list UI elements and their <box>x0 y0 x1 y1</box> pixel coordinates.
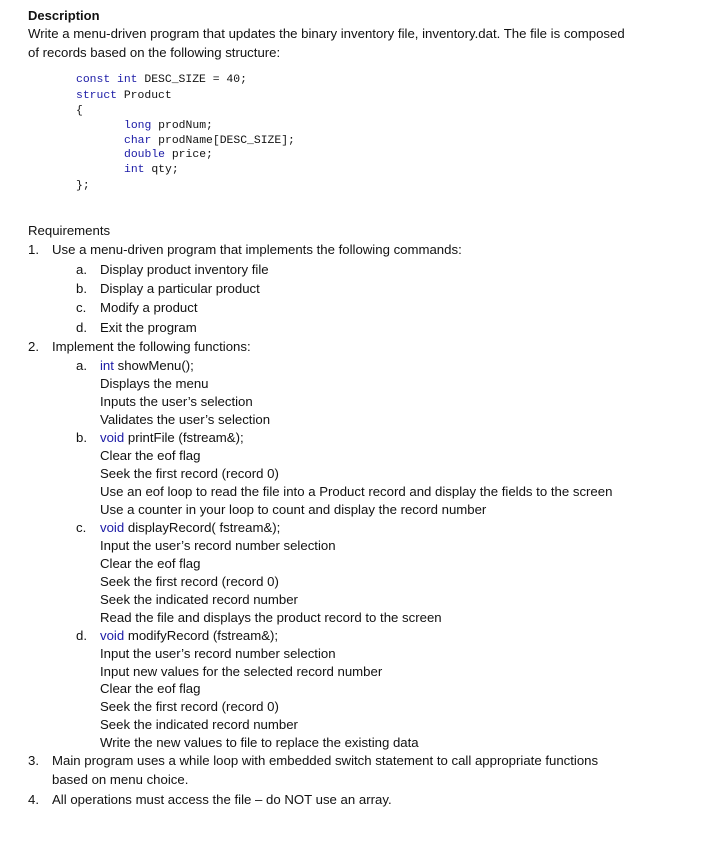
code-text: qty; <box>144 164 179 176</box>
func-keyword: int <box>100 358 114 373</box>
func-d-signature <box>100 628 278 643</box>
func-c-detail: Read the file and displays the product record to the screen <box>100 610 442 625</box>
req-1-item-text: Exit the program <box>100 320 197 335</box>
func-b-letter: b. <box>76 430 87 445</box>
func-sig-text: displayRecord( fstream&); <box>124 520 281 535</box>
func-sig-text: showMenu(); <box>113 358 194 373</box>
req-1-text: Use a menu-driven program that implements the following commands: <box>52 242 462 257</box>
req-1-number: 1. <box>28 242 39 257</box>
code-field-prodnum <box>124 120 213 132</box>
func-d-detail: Seek the indicated record number <box>100 717 298 732</box>
func-a-detail: Inputs the user’s selection <box>100 394 253 409</box>
code-keyword: long <box>124 120 152 132</box>
func-d-detail: Clear the eof flag <box>100 681 201 696</box>
func-keyword: void <box>100 520 125 535</box>
func-keyword: void <box>100 628 125 643</box>
description-heading: Description <box>28 8 100 23</box>
code-const-line <box>76 74 247 86</box>
description-line-2: of records based on the following structure: <box>28 45 281 60</box>
func-a-letter: a. <box>76 358 87 373</box>
code-field-qty <box>124 164 179 176</box>
func-a-signature <box>100 358 194 373</box>
func-b-detail: Seek the first record (record 0) <box>100 466 279 481</box>
func-a-detail: Validates the user’s selection <box>100 412 271 427</box>
req-2-text: Implement the following functions: <box>52 339 251 354</box>
requirements-heading: Requirements <box>28 223 111 238</box>
code-keyword: const int <box>76 74 138 86</box>
func-c-detail: Seek the first record (record 0) <box>100 574 279 589</box>
func-c-detail: Clear the eof flag <box>100 556 201 571</box>
func-c-signature <box>100 520 280 535</box>
code-keyword: int <box>124 164 145 176</box>
func-d-detail: Seek the first record (record 0) <box>100 699 279 714</box>
req-4-text: All operations must access the file – do NOT use an array. <box>52 792 392 807</box>
code-open-brace: { <box>76 105 83 117</box>
code-text: DESC_SIZE = 40; <box>137 74 247 86</box>
req-1-item-letter: c. <box>76 300 87 315</box>
req-1-item-letter: d. <box>76 320 87 335</box>
func-c-letter: c. <box>76 520 87 535</box>
req-1-item-letter: a. <box>76 262 87 277</box>
code-keyword: struct <box>76 90 118 102</box>
func-d-detail: Input new values for the selected record number <box>100 664 383 679</box>
code-field-prodname <box>124 135 295 147</box>
code-text: price; <box>165 149 213 161</box>
code-text: prodNum; <box>151 120 213 132</box>
code-text: Product <box>117 90 172 102</box>
req-3-line-2: based on menu choice. <box>52 772 189 787</box>
req-1-item-letter: b. <box>76 281 87 296</box>
code-text: prodName[DESC_SIZE]; <box>151 135 295 147</box>
req-3-number: 3. <box>28 753 39 768</box>
req-4-number: 4. <box>28 792 39 807</box>
func-d-detail: Input the user’s record number selection <box>100 646 336 661</box>
code-struct-line <box>76 90 172 102</box>
req-3-line-1: Main program uses a while loop with embedded switch statement to call appropriate functions <box>52 753 599 768</box>
func-sig-text: printFile (fstream&); <box>124 430 244 445</box>
code-keyword: char <box>124 135 152 147</box>
func-d-letter: d. <box>76 628 87 643</box>
func-sig-text: modifyRecord (fstream&); <box>124 628 279 643</box>
func-b-signature <box>100 430 244 445</box>
req-1-item-text: Modify a product <box>100 300 198 315</box>
description-line-1: Write a menu-driven program that updates the binary inventory file, inventory.dat. The file is composed <box>28 26 625 41</box>
code-keyword: double <box>124 149 166 161</box>
req-1-item-text: Display a particular product <box>100 281 260 296</box>
req-1-item-text: Display product inventory file <box>100 262 269 277</box>
func-c-detail: Input the user’s record number selection <box>100 538 336 553</box>
func-c-detail: Seek the indicated record number <box>100 592 298 607</box>
code-field-price <box>124 149 213 161</box>
req-2-number: 2. <box>28 339 39 354</box>
code-close-brace: }; <box>76 180 90 192</box>
func-d-detail: Write the new values to file to replace the existing data <box>100 735 419 750</box>
func-keyword: void <box>100 430 125 445</box>
func-b-detail: Use an eof loop to read the file into a Product record and display the fields to the screen <box>100 484 613 499</box>
func-a-detail: Displays the menu <box>100 376 209 391</box>
func-b-detail: Clear the eof flag <box>100 448 201 463</box>
func-b-detail: Use a counter in your loop to count and display the record number <box>100 502 487 517</box>
